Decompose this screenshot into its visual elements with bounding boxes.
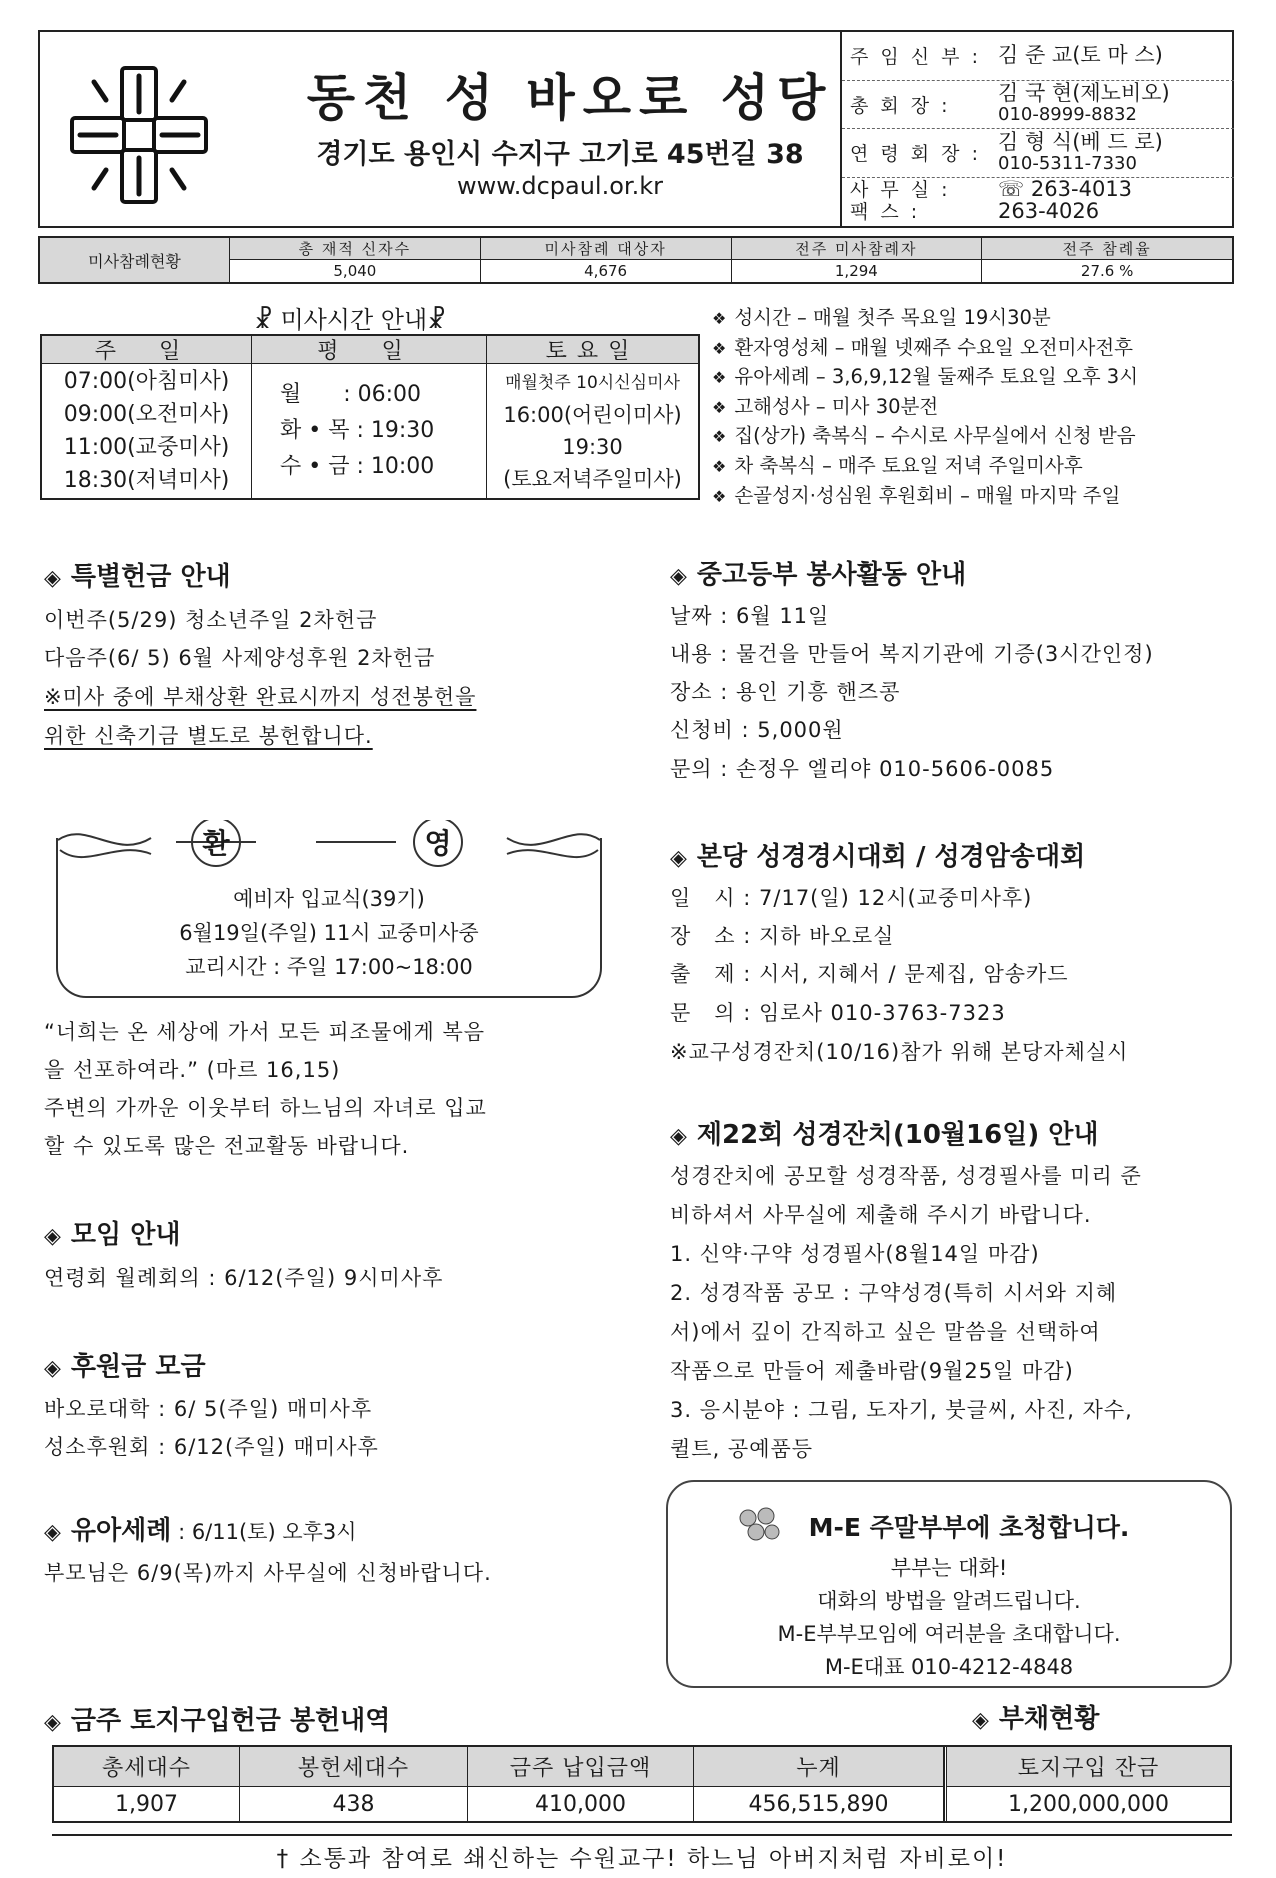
land-value: 438 <box>332 1791 375 1817</box>
donation-line: 바오로대학 : 6/ 5(주일) 매미사후 <box>44 1397 373 1421</box>
land-header: 총세대수 <box>54 1747 239 1787</box>
land-value: 456,515,890 <box>748 1791 889 1817</box>
bulletin-header <box>38 30 1234 228</box>
bible-contest-line: 장 소 : 지하 바오로실 <box>670 924 895 948</box>
mass-header-saturday: 토요일 <box>487 336 698 364</box>
bible-festival-line: 3. 응시분야 : 그림, 도자기, 붓글씨, 사진, 자수, <box>670 1398 1133 1422</box>
notice-item: ❖ 손골성지·성심원 후원회비 – 매월 마지막 주일 <box>712 483 1121 507</box>
staff-list <box>840 32 1234 226</box>
attendance-header: 미사참례 대상자 <box>481 238 731 260</box>
land-header: 토지구입 잔금 <box>947 1747 1230 1787</box>
bible-festival-line: 작품으로 만들어 제출바람(9월25일 마감) <box>670 1359 1074 1383</box>
mass-header-weekday: 평 일 <box>252 336 486 364</box>
attendance-label: 미사참례현황 <box>40 238 230 282</box>
bible-contest-line: 일 시 : 7/17(일) 12시(교중미사후) <box>670 886 1033 910</box>
youth-volunteer-line: 내용 : 물건을 만들어 복지기관에 기증(3시간인정) <box>670 642 1154 666</box>
catechumen-welcome-banner <box>56 820 602 1000</box>
bible-festival-heading: ◈ 제22회 성경잔치(10월16일) 안내 <box>670 1120 1099 1150</box>
staff-row-pastor <box>842 32 1234 81</box>
mass-time: 월 : 06:00 <box>280 382 422 407</box>
bible-contest-heading: ◈ 본당 성경경시대회 / 성경암송대회 <box>670 842 1086 872</box>
office-phone: ☏ 263-4013 <box>998 177 1133 201</box>
staff-name: 김 준 교(토 마 스) <box>998 43 1163 68</box>
staff-name: 김 국 현(제노비오) <box>998 81 1170 106</box>
mass-schedule-title: ☧ 미사시간 안내☧ <box>254 306 446 334</box>
infant-baptism-date: : 6/11(토) 오후3시 <box>171 1520 357 1544</box>
bible-festival-line: 성경잔치에 공모할 성경작품, 성경필사를 미리 준 <box>670 1164 1142 1188</box>
youth-volunteer-heading: ◈ 중고등부 봉사활동 안내 <box>670 560 967 590</box>
me-title: M-E 주말부부에 초청합니다. <box>808 1513 1130 1542</box>
mass-schedule-table <box>40 334 700 500</box>
welcome-char-right: 영 <box>424 827 452 860</box>
bible-contest-line: 출 제 : 시서, 지혜서 / 문제집, 암송카드 <box>670 962 1069 986</box>
notice-item: ❖ 환자영성체 – 매월 넷째주 수요일 오전미사전후 <box>712 335 1133 359</box>
donation-heading: ◈ 후원금 모금 <box>44 1352 206 1382</box>
land-value: 1,907 <box>115 1791 178 1817</box>
land-header: 누계 <box>694 1747 943 1787</box>
attendance-header: 전주 참례율 <box>982 238 1232 260</box>
special-offering-heading: ◈ 특별헌금 안내 <box>44 562 231 592</box>
attendance-header: 전주 미사참례자 <box>732 238 982 260</box>
welcome-text: 예비자 입교식(39기) 6월19일(주일) 11시 교중미사중 교리시간 : 주일 17:00~18:00 <box>179 887 479 979</box>
youth-volunteer-line: 날짜 : 6월 11일 <box>670 604 830 628</box>
bible-festival-line: 비하셔서 사무실에 제출해 주시기 바랍니다. <box>670 1203 1092 1227</box>
staff-role: 사 무 실 : <box>850 179 951 201</box>
bible-festival-line: 퀼트, 공예품등 <box>670 1437 814 1461</box>
mass-time: 16:00(어린이미사) <box>503 403 682 427</box>
parish-website[interactable]: www.dcpaul.or.kr <box>457 172 663 200</box>
staff-row-president <box>842 81 1234 130</box>
staff-role: 팩 스 : <box>850 201 921 223</box>
mass-header-sunday: 주 일 <box>42 336 251 364</box>
land-header: 봉헌세대수 <box>240 1747 467 1787</box>
staff-phone: 010-5311-7330 <box>998 152 1137 174</box>
staff-phone: 010-8999-8832 <box>998 104 1137 126</box>
scripture-line: “너희는 온 세상에 가서 모든 피조물에게 복음 <box>44 1020 486 1044</box>
infant-baptism-heading: ◈ 유아세례 : 6/11(토) 오후3시 <box>44 1516 357 1546</box>
notice-item: ❖ 집(상가) 축복식 – 수시로 사무실에서 신청 받음 <box>712 424 1136 448</box>
notice-item: ❖ 성시간 – 매월 첫주 목요일 19시30분 <box>712 306 1051 329</box>
mass-time: (토요저녁주일미사) <box>503 467 682 491</box>
youth-volunteer-line: 신청비 : 5,000원 <box>670 718 844 742</box>
scripture-line: 주변의 가까운 이웃부터 하느님의 자녀로 입교 <box>44 1096 487 1120</box>
regular-notices <box>712 302 1232 509</box>
welcome-char-left: 환 <box>202 827 230 860</box>
bible-contest-line: 문 의 : 임로사 010-3763-7323 <box>670 1001 1006 1025</box>
notice-item: ❖ 차 축복식 – 매주 토요일 저녁 주일미사후 <box>712 453 1083 477</box>
special-offering-line: ※미사 중에 부채상환 완료시까지 성전봉헌을 <box>44 685 477 709</box>
special-offering-line: 이번주(5/29) 청소년주일 2차헌금 <box>44 608 378 632</box>
footer-slogan: † 소통과 참여로 쇄신하는 수원교구! 하느님 아버지처럼 자비로이! <box>276 1846 1008 1872</box>
mass-time: 화 • 목 : 19:30 <box>280 418 435 443</box>
land-value: 410,000 <box>535 1791 626 1817</box>
mass-time: 07:00(아침미사) <box>63 369 230 394</box>
attendance-value: 4,676 <box>584 262 628 280</box>
attendance-value: 27.6 % <box>1080 262 1134 280</box>
staff-role: 총 회 장 : <box>850 94 951 117</box>
attendance-value: 1,294 <box>834 262 878 280</box>
bible-festival-line: 2. 성경작품 공모 : 구약성경(특히 시서와 지혜 <box>670 1281 1118 1305</box>
scripture-line: 을 선포하여라.” (마르 16,15) <box>44 1058 341 1082</box>
mass-time: 11:00(교중미사) <box>63 435 230 460</box>
fax-number: 263-4026 <box>998 199 1100 223</box>
church-logo-icon <box>64 60 214 210</box>
footer-divider <box>52 1834 1232 1836</box>
me-text: 부부는 대화! 대화의 방법을 알려드립니다. M-E부부모임에 여러분을 초대합니다. M-E대표 010-4212-4848 <box>777 1556 1121 1679</box>
youth-volunteer-line: 문의 : 손정우 엘리야 010-5606-0085 <box>670 757 1055 781</box>
bible-festival-line: 서)에서 깊이 간직하고 싶은 말씀을 선택하여 <box>670 1320 1101 1344</box>
scripture-line: 할 수 있도록 많은 전교활동 바랍니다. <box>44 1134 410 1158</box>
mass-time: 매월첫주 10시신심미사 <box>505 373 680 393</box>
staff-row-funeral-president <box>842 129 1234 178</box>
parish-title: 동천 성 바오로 성당 <box>306 69 834 127</box>
meeting-line: 연령회 월례회의 : 6/12(주일) 9시미사후 <box>44 1266 444 1290</box>
meeting-heading: ◈ 모임 안내 <box>44 1220 181 1250</box>
staff-name: 김 형 식(베 드 로) <box>998 129 1163 154</box>
youth-volunteer-line: 장소 : 용인 기흥 핸즈콩 <box>670 680 901 704</box>
mass-time: 18:30(저녁미사) <box>63 468 230 493</box>
land-value: 1,200,000,000 <box>1008 1791 1169 1817</box>
special-offering-line: 다음주(6/ 5) 6월 사제양성후원 2차헌금 <box>44 646 436 670</box>
infant-baptism-line: 부모님은 6/9(목)까지 사무실에 신청바랍니다. <box>44 1561 492 1585</box>
parish-address: 경기도 용인시 수지구 고기로 45번길 38 <box>316 139 804 170</box>
staff-role: 주 임 신 부 : <box>850 46 981 69</box>
notice-item: ❖ 유아세례 – 3,6,9,12월 둘째주 토요일 오후 3시 <box>712 365 1139 389</box>
donation-line: 성소후원회 : 6/12(주일) 매미사후 <box>44 1435 379 1459</box>
attendance-header: 총 재적 신자수 <box>230 238 480 260</box>
attendance-table <box>38 236 1234 284</box>
land-header: 금주 납입금액 <box>468 1747 693 1787</box>
special-offering-line: 위한 신축기금 별도로 봉헌합니다. <box>44 724 373 748</box>
mass-time: 09:00(오전미사) <box>63 402 230 427</box>
mass-time: 수 • 금 : 10:00 <box>280 454 435 479</box>
land-offering-heading: ◈ 금주 토지구입헌금 봉헌내역 <box>44 1706 391 1736</box>
staff-row-office <box>842 178 1234 225</box>
mass-time: 19:30 <box>562 435 623 459</box>
me-invitation-box <box>666 1480 1232 1688</box>
land-offering-table <box>52 1745 1232 1823</box>
bible-contest-line: ※교구성경잔치(10/16)참가 위해 본당자체실시 <box>670 1040 1129 1064</box>
debt-heading: ◈ 부채현황 <box>972 1704 1100 1734</box>
notice-item: ❖ 고해성사 – 미사 30분전 <box>712 394 939 418</box>
staff-role: 연 령 회 장 : <box>850 143 981 166</box>
bible-festival-line: 1. 신약·구약 성경필사(8월14일 마감) <box>670 1242 1040 1266</box>
attendance-value: 5,040 <box>333 262 377 280</box>
